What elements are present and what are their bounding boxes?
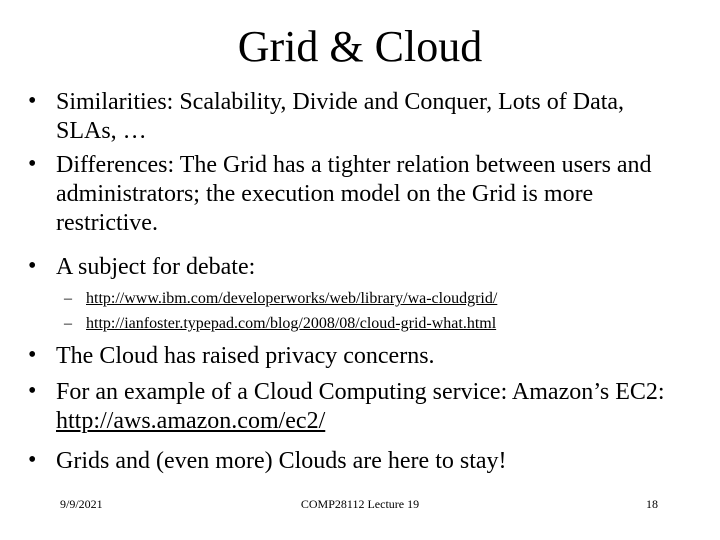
bullet-marker: • <box>28 342 37 368</box>
footer-date: 9/9/2021 <box>60 497 103 511</box>
bullet-text: Differences: The Grid has a tighter relation between users and administrators; the execution model on the Grid is more restrictive. <box>56 152 652 236</box>
bullet-text: Grids and (even more) Clouds are here to stay! <box>56 448 507 474</box>
bullet-marker: • <box>28 447 37 473</box>
ianfoster-blog-link[interactable]: http://ianfoster.typepad.com/blog/2008/08/cloud-grid-what.html <box>86 315 497 332</box>
bullet-text <box>56 378 676 436</box>
bullet-text: A subject for debate: <box>56 254 256 280</box>
aws-ec2-link[interactable]: http://aws.amazon.com/ec2/ <box>56 408 326 434</box>
bullet-marker: • <box>28 151 37 177</box>
bullet-marker: • <box>28 253 37 279</box>
bullet-text: Similarities: Scalability, Divide and Conquer, Lots of Data, SLAs, … <box>56 89 625 144</box>
bullet-marker: • <box>28 88 37 114</box>
sub-marker: – <box>64 315 72 332</box>
ibm-cloudgrid-link[interactable]: http://www.ibm.com/developerworks/web/library/wa-cloudgrid/ <box>86 290 498 307</box>
bullet-marker: • <box>28 378 37 404</box>
bullet-text: The Cloud has raised privacy concerns. <box>56 343 435 369</box>
bullet-text-prefix: For an example of a Cloud Computing service: Amazon’s EC2: <box>56 379 665 405</box>
sub-marker: – <box>64 290 72 307</box>
footer-course: COMP28112 Lecture 19 <box>300 497 420 511</box>
footer-page-number: 18 <box>646 497 658 511</box>
slide-title: Grid & Cloud <box>237 22 483 71</box>
